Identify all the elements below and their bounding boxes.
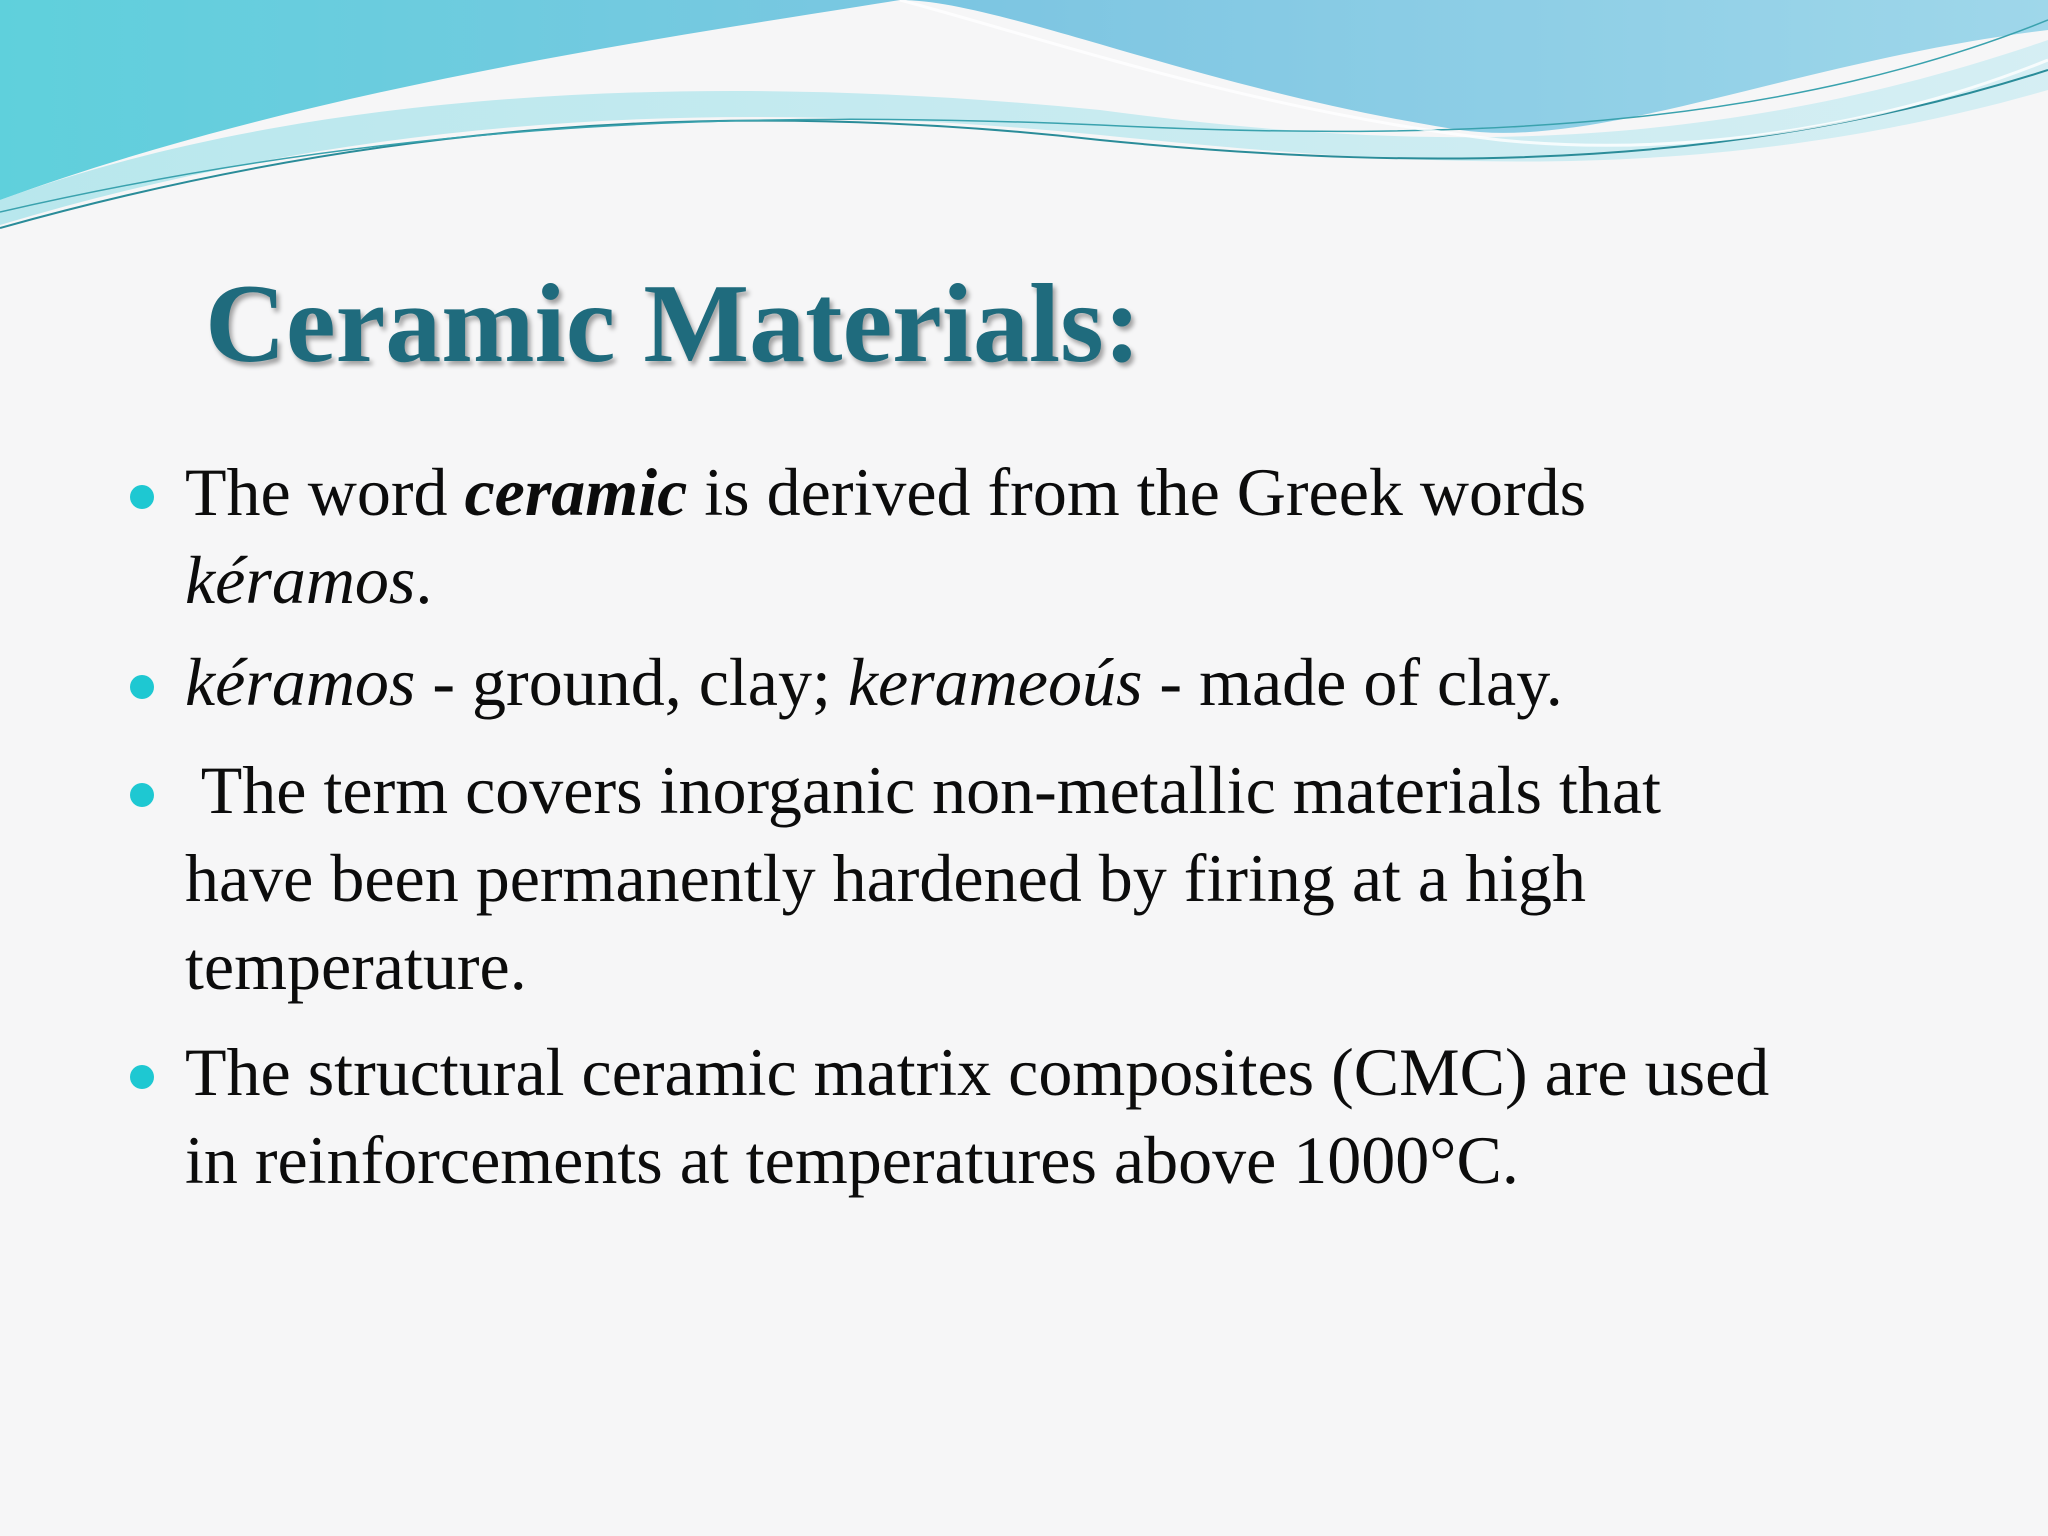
bullet-dot-icon <box>130 485 154 509</box>
bullet-line <box>185 448 1945 536</box>
bullet-dot-icon <box>130 1065 154 1089</box>
text-run: The word <box>185 454 465 530</box>
header-wave-decoration <box>0 0 2048 240</box>
bullet-line: in reinforcements at temperatures above 1000°C. <box>185 1122 1519 1198</box>
bullet-text <box>185 746 1945 1010</box>
bullet-line: The term covers inorganic non-metallic materials that <box>185 752 1661 828</box>
slide-title: Ceramic Materials: <box>205 262 1141 386</box>
italic-term: kéramos <box>185 542 416 618</box>
emphasis-term: ceramic <box>464 454 688 530</box>
bullet-line: temperature. <box>185 928 527 1004</box>
bullet-line: The structural ceramic matrix composites (CMC) are used <box>185 1034 1770 1110</box>
text-run: . <box>415 542 433 618</box>
bullet-text <box>185 448 1945 624</box>
text-run: - ground, clay; <box>415 644 848 720</box>
bullet-line: have been permanently hardened by firing at a high <box>185 840 1587 916</box>
italic-term: kéramos <box>185 644 416 720</box>
text-run: is derived from the Greek words <box>687 454 1587 530</box>
bullet-text <box>185 638 1945 726</box>
bullet-dot-icon <box>130 783 154 807</box>
text-run: - made of clay. <box>1142 644 1563 720</box>
italic-term: kerameoús <box>847 644 1143 720</box>
bullet-line <box>185 638 1945 726</box>
bullet-line <box>185 536 1945 624</box>
bullet-dot-icon <box>130 675 154 699</box>
bullet-text <box>185 1028 1945 1204</box>
